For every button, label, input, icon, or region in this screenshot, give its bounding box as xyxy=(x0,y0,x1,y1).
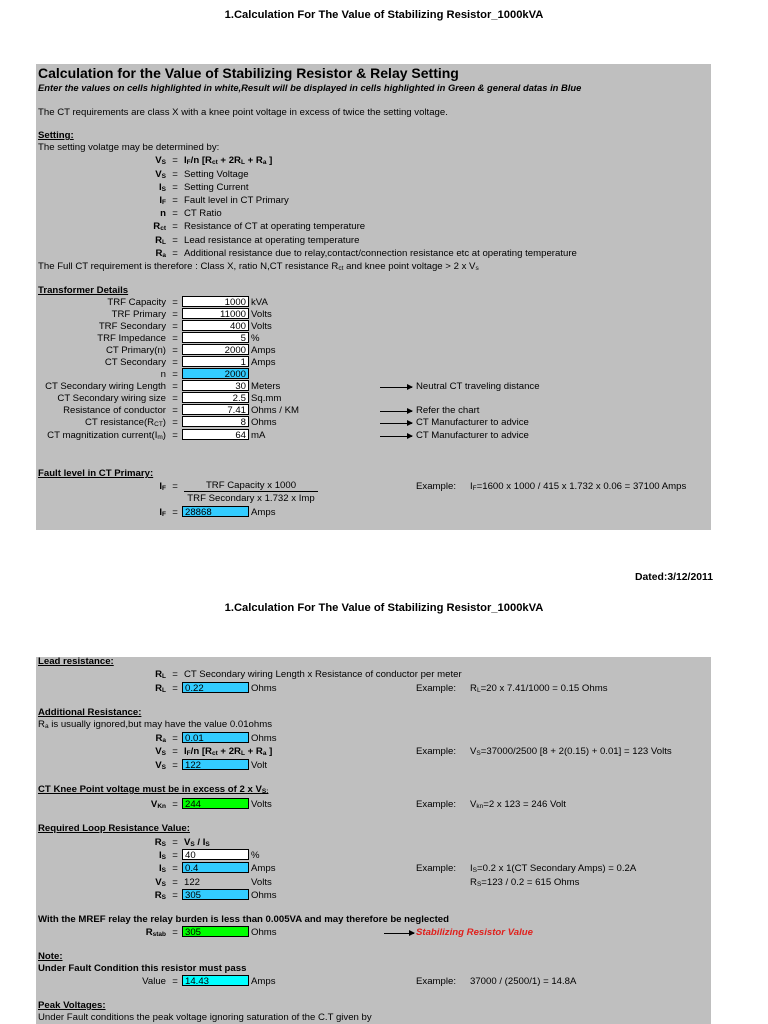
arrow-right-icon xyxy=(380,411,412,412)
lead-resistance-value: 0.22 xyxy=(182,682,249,693)
fault-denominator: TRF Secondary x 1.732 x Imp xyxy=(187,493,315,504)
transformer-label: n xyxy=(160,369,166,380)
equals-sign: = xyxy=(172,746,178,757)
equals-sign: = xyxy=(172,799,178,810)
transformer-label: CT Secondary wiring size xyxy=(57,393,166,404)
equals-sign: = xyxy=(172,381,178,392)
if-symbol: $I_F$ xyxy=(159,481,166,492)
vs-formula: $I_F/n$ [$R_{ct} + 2R_L + R_a$ ] xyxy=(184,746,273,757)
rstab-value: 305 xyxy=(182,926,249,937)
vs-symbol: $V_S$ xyxy=(155,746,166,757)
formula-definition: Additional resistance due to relay,contact/connection resistance etc at operating temperature xyxy=(184,248,577,259)
peak-heading: Peak Voltages: xyxy=(38,1000,106,1011)
transformer-note: CT Manufacturer to advice xyxy=(416,417,529,428)
example-label: Example: xyxy=(416,976,456,987)
example-label: Example: xyxy=(416,683,456,694)
example-label: Example: xyxy=(416,863,456,874)
vs-example: $V_S=37000/2500$ [8 + 2(0.15) + 0.01] = 123 Volts xyxy=(470,746,672,757)
formula-symbol: $R_{ct}$ xyxy=(153,221,166,232)
equals-sign: = xyxy=(172,208,178,219)
fault-example-label: Example: xyxy=(416,481,456,492)
equals-sign: = xyxy=(172,357,178,368)
vkn-value: 244 xyxy=(182,798,249,809)
rs-value: 305 xyxy=(182,889,249,900)
fault-current-unit: Amps xyxy=(251,976,276,987)
transformer-label: TRF Primary xyxy=(111,309,166,320)
equals-sign: = xyxy=(172,683,178,694)
formula-symbol: $V_S$ xyxy=(155,169,166,180)
transformer-note: Neutral CT traveling distance xyxy=(416,381,540,392)
equals-sign: = xyxy=(172,863,178,874)
fault-example: $I_F=1600$ x 1000 / 415 x 1.732 x 0.06 = 37100 Amps xyxy=(470,481,687,492)
rs-unit: Ohms xyxy=(251,890,277,901)
transformer-label: TRF Impedance xyxy=(97,333,166,344)
lead-heading: Lead resistance: xyxy=(38,656,114,667)
formula-symbol: n xyxy=(160,208,166,219)
equals-sign: = xyxy=(172,248,178,259)
equals-sign: = xyxy=(172,393,178,404)
ct-requirement-text: The CT requirements are class X with a knee point voltage in excess of twice the setting voltage. xyxy=(38,107,448,118)
vs-value: 122 xyxy=(182,759,249,770)
equals-sign: = xyxy=(172,369,178,380)
transformer-result-cell: 2000 xyxy=(182,368,249,379)
transformer-unit: Ohms / KM xyxy=(251,405,299,416)
formula-definition: $I_F/n$ [$R_{ct} + 2R_L + R_a$ ] xyxy=(184,155,273,166)
equals-sign: = xyxy=(172,221,178,232)
equals-sign: = xyxy=(172,417,178,428)
additional-heading: Additional Resistance: xyxy=(38,707,142,718)
equals-sign: = xyxy=(172,195,178,206)
equals-sign: = xyxy=(172,890,178,901)
formula-symbol: $I_F$ xyxy=(159,195,166,206)
page-header-2: 1.Calculation For The Value of Stabilizing Resistor_1000kVA xyxy=(224,602,544,614)
ra-value: 0.01 xyxy=(182,732,249,743)
fault-numerator: TRF Capacity x 1000 xyxy=(184,480,318,492)
formula-definition: Setting Current xyxy=(184,182,249,193)
transformer-label: TRF Capacity xyxy=(107,297,166,308)
fault-heading: Fault level in CT Primary: xyxy=(38,468,154,479)
peak-note: Under Fault conditions the peak voltage ignoring saturation of the C.T given by xyxy=(38,1012,372,1023)
dated-text: Dated:3/12/2011 xyxy=(635,572,713,583)
equals-sign: = xyxy=(172,976,178,987)
equals-sign: = xyxy=(172,155,178,166)
vkn-symbol: $V_{Kn}$ xyxy=(150,799,166,810)
equals-sign: = xyxy=(172,182,178,193)
formula-symbol: $I_S$ xyxy=(158,182,166,193)
stabilizing-resistor-label: Stabilizing Resistor Value xyxy=(416,927,533,938)
equals-sign: = xyxy=(172,321,178,332)
mref-note: With the MREF relay the relay burden is less than 0.005VA and may therefore be neglected xyxy=(38,914,449,925)
equals-sign: = xyxy=(172,481,178,492)
is-example: $I_S=0.2$ x 1(CT Secondary Amps) = 0.2A xyxy=(470,863,637,874)
is-unit: Amps xyxy=(251,863,276,874)
equals-sign: = xyxy=(172,345,178,356)
formula-definition: Setting Voltage xyxy=(184,169,249,180)
fault-current-value: 14.43 xyxy=(182,975,249,986)
fault-current-example: 37000 / (2500/1) = 14.8A xyxy=(470,976,577,987)
rs-example: $R_S=123 / 0.2 = 615$ Ohms xyxy=(470,877,580,888)
instruction-text: Enter the values on cells highlighted in white,Result will be displayed in cells highlighted in Green & general datas in Blue xyxy=(38,82,582,93)
vkn-unit: Volts xyxy=(251,799,272,810)
fault-pass-text: Under Fault Condition this resistor must pass xyxy=(38,963,247,974)
additional-note: $R_a$ is usually ignored,but may have the value 0.01ohms xyxy=(38,719,273,730)
formula-symbol: $R_L$ xyxy=(155,235,166,246)
transformer-input-cell[interactable]: 400 xyxy=(182,320,249,331)
transformer-note: CT Manufacturer to advice xyxy=(416,430,529,441)
equals-sign: = xyxy=(172,169,178,180)
equals-sign: = xyxy=(172,837,178,848)
equals-sign: = xyxy=(172,877,178,888)
transformer-heading: Transformer Details xyxy=(38,285,129,296)
equals-sign: = xyxy=(172,333,178,344)
equals-sign: = xyxy=(172,760,178,771)
fault-level-unit: Amps xyxy=(251,507,276,518)
equals-sign: = xyxy=(172,733,178,744)
knee-heading: CT Knee Point voltage must be in excess of 2 x $V_{S:}$ xyxy=(38,784,269,795)
page-title: Calculation for the Value of Stabilizing Resistor & Relay Setting xyxy=(38,65,459,81)
transformer-unit: Amps xyxy=(251,357,276,368)
arrow-right-icon xyxy=(384,933,414,934)
ra-unit: Ohms xyxy=(251,733,277,744)
vs2-unit: Volts xyxy=(251,877,272,888)
transformer-input-cell[interactable]: 7.41 xyxy=(182,404,249,415)
equals-sign: = xyxy=(172,430,178,441)
arrow-right-icon xyxy=(380,436,412,437)
setting-heading: Setting: xyxy=(38,130,74,141)
equals-sign: = xyxy=(172,927,178,938)
rs-symbol: $R_S$ xyxy=(154,837,166,848)
lead-formula: CT Secondary wiring Length x Resistance of conductor per meter xyxy=(184,669,462,680)
is-symbol: $I_S$ xyxy=(158,863,166,874)
transformer-input-cell[interactable]: 11000 xyxy=(182,308,249,319)
transformer-unit: Meters xyxy=(251,381,281,392)
formula-definition: Fault level in CT Primary xyxy=(184,195,289,206)
arrow-right-icon xyxy=(380,387,412,388)
is-percent-input[interactable]: 40 xyxy=(182,849,249,860)
value-label: Value xyxy=(142,976,166,987)
transformer-input-cell[interactable]: 8 xyxy=(182,416,249,427)
formula-symbol: $V_S$ xyxy=(155,155,166,166)
transformer-note: Refer the chart xyxy=(416,405,480,416)
lead-resistance-unit: Ohms xyxy=(251,683,277,694)
equals-sign: = xyxy=(172,235,178,246)
transformer-input-cell[interactable]: 2000 xyxy=(182,344,249,355)
transformer-input-cell[interactable]: 1000 xyxy=(182,296,249,307)
rstab-symbol: $R_{stab}$ xyxy=(145,927,166,938)
transformer-label: CT magnitization $current(I_m)$ xyxy=(47,430,166,441)
transformer-unit: Sq.mm xyxy=(251,393,282,404)
transformer-unit: kVA xyxy=(251,297,268,308)
transformer-input-cell[interactable]: 5 xyxy=(182,332,249,343)
transformer-label: Resistance of conductor xyxy=(63,405,166,416)
setting-intro: The setting volatge may be determined by: xyxy=(38,142,220,153)
transformer-label: CT Secondary xyxy=(104,357,166,368)
formula-definition: Resistance of CT at operating temperature xyxy=(184,221,366,232)
transformer-input-cell[interactable]: 2.5 xyxy=(182,392,249,403)
example-label: Example: xyxy=(416,799,456,810)
transformer-input-cell[interactable]: 64 xyxy=(182,429,249,440)
arrow-right-icon xyxy=(380,423,412,424)
vs-symbol: $V_S$ xyxy=(155,877,166,888)
rstab-unit: Ohms xyxy=(251,927,277,938)
lead-example: $R_L=20$ x 7.41/1000 = 0.15 Ohms xyxy=(470,683,608,694)
transformer-input-cell[interactable]: 30 xyxy=(182,380,249,391)
transformer-unit: mA xyxy=(251,430,266,441)
vkn-example: $V_{kn}=2$ x 123 = 246 Volt xyxy=(470,799,566,810)
rs-formula: $V_S / I_S$ xyxy=(184,837,210,848)
rl-symbol: $R_L$ xyxy=(155,669,166,680)
transformer-label: CT Primary(n) xyxy=(105,345,166,356)
vs-unit: Volt xyxy=(251,760,268,771)
transformer-label: TRF Secondary xyxy=(98,321,166,332)
vs-symbol: $V_S$ xyxy=(155,760,166,771)
is-value: 0.4 xyxy=(182,862,249,873)
equals-sign: = xyxy=(172,669,178,680)
transformer-label: CT $resistance(R_{CT})$ xyxy=(84,417,166,428)
equals-sign: = xyxy=(172,297,178,308)
if-symbol: $I_F$ xyxy=(159,507,166,518)
transformer-input-cell[interactable]: 1 xyxy=(182,356,249,367)
equals-sign: = xyxy=(172,507,178,518)
formula-definition: CT Ratio xyxy=(184,208,222,219)
transformer-unit: Volts xyxy=(251,321,272,332)
transformer-unit: Volts xyxy=(251,309,272,320)
vs2-value: 122 xyxy=(184,877,201,888)
transformer-unit: Ohms xyxy=(251,417,277,428)
transformer-unit: % xyxy=(251,333,260,344)
page-header-1: 1.Calculation For The Value of Stabilizing Resistor_1000kVA xyxy=(224,9,544,21)
loop-heading: Required Loop Resistance Value: xyxy=(38,823,190,834)
is-symbol: $I_S$ xyxy=(158,850,166,861)
rs-symbol: $R_S$ xyxy=(154,890,166,901)
ra-symbol: $R_a$ xyxy=(155,733,166,744)
fault-level-value: 28868 xyxy=(182,506,249,517)
note-heading: Note: xyxy=(38,951,63,962)
example-label: Example: xyxy=(416,746,456,757)
is-percent-unit: % xyxy=(251,850,260,861)
formula-definition: Lead resistance at operating temperature xyxy=(184,235,360,246)
transformer-unit: Amps xyxy=(251,345,276,356)
full-ct-requirement: The Full CT requirement is therefore : Class X, ratio N,CT resistance $R_{ct}$ and knee point voltage > 2 x $V_s$ xyxy=(38,261,479,272)
equals-sign: = xyxy=(172,309,178,320)
equals-sign: = xyxy=(172,850,178,861)
equals-sign: = xyxy=(172,405,178,416)
transformer-label: CT Secondary wiring Length xyxy=(45,381,166,392)
rl-symbol: $R_L$ xyxy=(155,683,166,694)
formula-symbol: $R_a$ xyxy=(155,248,166,259)
